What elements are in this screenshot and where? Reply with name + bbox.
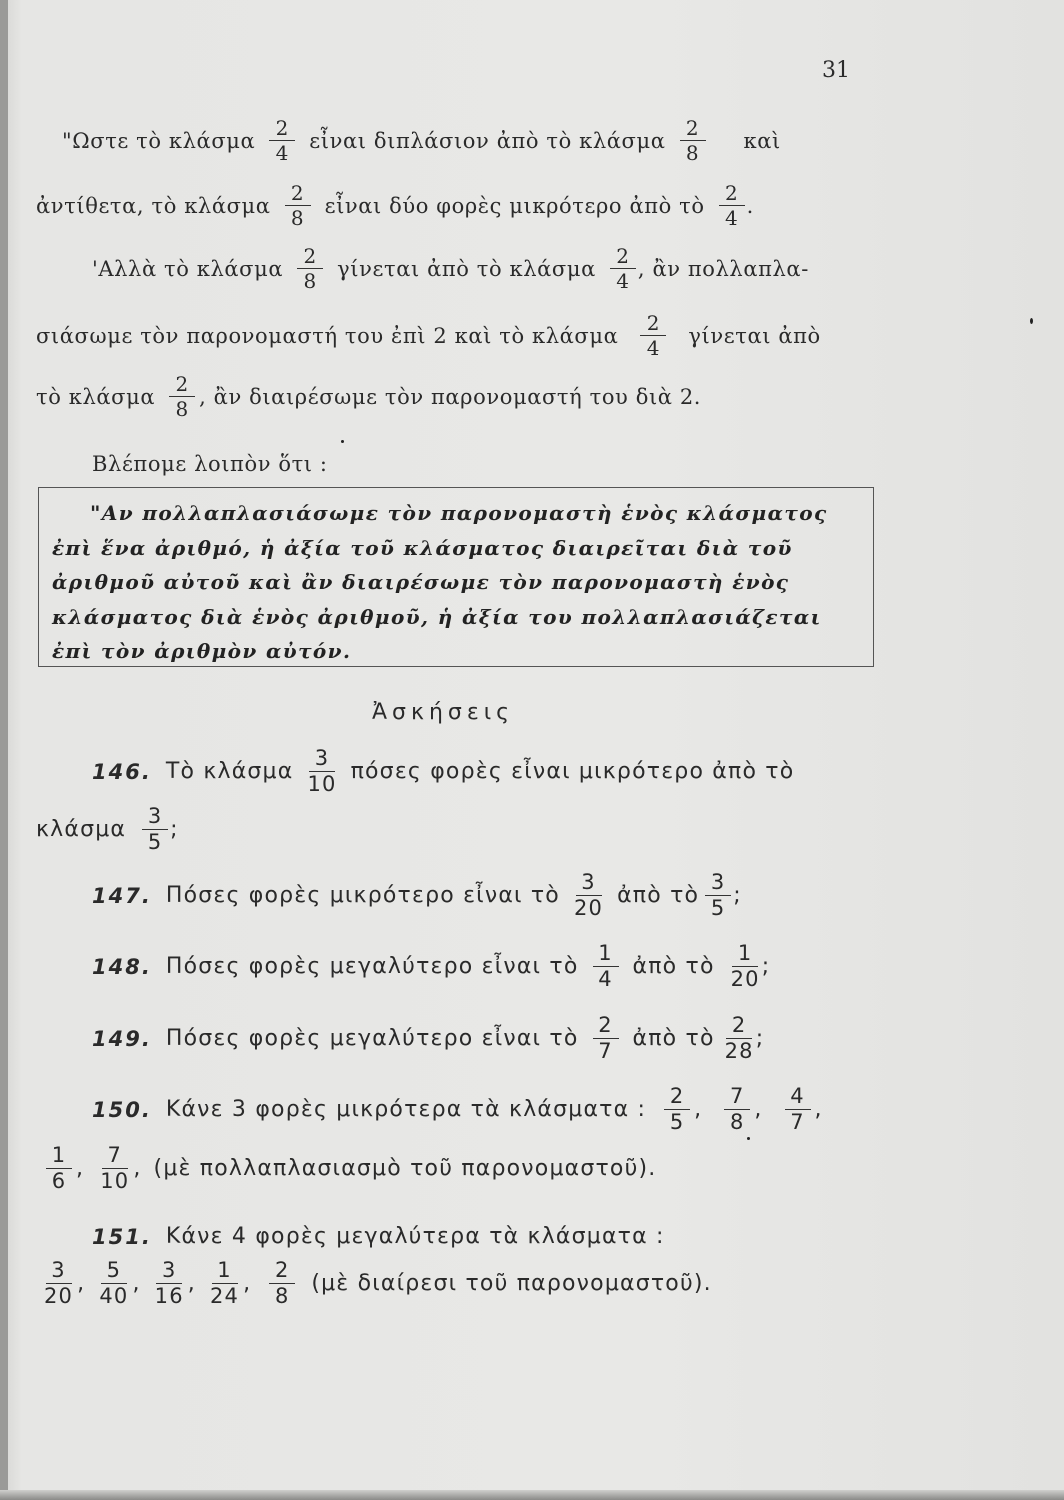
denominator: 5 bbox=[710, 896, 726, 920]
text: τὸ κλάσμα bbox=[36, 384, 156, 409]
exercise-146-line-1 bbox=[92, 748, 794, 795]
text: ἀντίθετα, τὸ κλάσμα bbox=[36, 193, 271, 218]
theory-line-4 bbox=[36, 313, 821, 358]
numerator: 5 bbox=[101, 1260, 127, 1284]
fraction bbox=[705, 872, 731, 919]
denominator: 8 bbox=[175, 397, 189, 421]
exercise-151-line-1 bbox=[92, 1224, 665, 1249]
fraction bbox=[46, 1145, 72, 1192]
theory-line-5 bbox=[36, 374, 701, 419]
denominator: 4 bbox=[275, 141, 289, 165]
rule-line-5: ἐπὶ τὸν ἀριθμὸν αὐτόν. bbox=[52, 639, 352, 663]
denominator: 10 bbox=[307, 772, 337, 796]
text: ; bbox=[733, 883, 742, 908]
separator: , bbox=[76, 1156, 85, 1181]
fraction bbox=[99, 1260, 128, 1307]
fraction bbox=[297, 246, 323, 291]
scan-speck bbox=[341, 440, 344, 443]
fraction bbox=[725, 1015, 754, 1062]
text: Τὸ κλάσμα bbox=[165, 759, 294, 784]
denominator: 4 bbox=[724, 206, 739, 230]
fraction bbox=[593, 943, 619, 990]
exercises-heading: Ἀσκήσεις bbox=[372, 700, 515, 725]
numerator: 2 bbox=[269, 1260, 295, 1284]
page-spine-shadow bbox=[0, 0, 8, 1500]
separator: , bbox=[243, 1271, 252, 1296]
denominator: 4 bbox=[616, 269, 630, 293]
denominator: 4 bbox=[646, 336, 661, 360]
fraction bbox=[285, 183, 311, 228]
fraction bbox=[155, 1260, 184, 1307]
exercise-number: 147. bbox=[92, 883, 152, 908]
text: γίνεται ἀπὸ τὸ κλάσμα bbox=[337, 256, 596, 281]
text: 'Αλλὰ τὸ κλάσμα bbox=[92, 256, 284, 281]
text: Βλέπομε λοιπὸν ὅτι : bbox=[92, 452, 328, 476]
scan-speck bbox=[747, 1137, 750, 1140]
page-bottom-edge bbox=[0, 1490, 1064, 1500]
fraction bbox=[269, 1260, 295, 1307]
numerator: 3 bbox=[309, 748, 335, 772]
exercise-149 bbox=[92, 1015, 764, 1062]
text: Κάνε 4 φορὲς μεγαλύτερα τὰ κλάσματα : bbox=[165, 1224, 665, 1249]
numerator: 7 bbox=[724, 1086, 750, 1110]
numerator: 2 bbox=[169, 374, 195, 397]
numerator: 2 bbox=[269, 118, 295, 141]
denominator: 4 bbox=[598, 967, 613, 991]
separator: , bbox=[814, 1097, 823, 1122]
rule-text bbox=[52, 496, 860, 669]
numerator: 2 bbox=[610, 246, 636, 269]
fraction bbox=[640, 313, 666, 358]
numerator: 1 bbox=[593, 943, 619, 967]
numerator: 3 bbox=[156, 1260, 182, 1284]
exercise-148 bbox=[92, 943, 770, 990]
fraction bbox=[785, 1086, 811, 1133]
rule-line-2: ἐπὶ ἕνα ἀριθμό, ἡ ἀξία τοῦ κλάσματος διαιρεῖται διὰ τοῦ bbox=[52, 535, 793, 560]
numerator: 2 bbox=[285, 183, 311, 206]
denominator: 8 bbox=[303, 269, 317, 293]
text: ; bbox=[170, 817, 179, 842]
fraction bbox=[269, 118, 295, 163]
separator: , bbox=[132, 1271, 141, 1296]
exercise-number: 151. bbox=[92, 1224, 152, 1249]
text: , ἂν πολλαπλα- bbox=[637, 256, 809, 281]
numerator: 2 bbox=[297, 246, 323, 269]
denominator: 20 bbox=[730, 967, 760, 991]
numerator: 4 bbox=[785, 1086, 811, 1110]
exercise-number: 148. bbox=[92, 954, 152, 979]
numerator: 1 bbox=[46, 1145, 72, 1169]
separator: , bbox=[694, 1097, 703, 1122]
text: εἶναι διπλάσιον ἀπὸ τὸ κλάσμα bbox=[309, 128, 666, 153]
numerator: 2 bbox=[664, 1086, 690, 1110]
separator: , bbox=[133, 1156, 142, 1181]
separator: , bbox=[187, 1271, 196, 1296]
denominator: 6 bbox=[51, 1169, 67, 1193]
fraction bbox=[142, 806, 168, 853]
exercise-146-line-2 bbox=[36, 806, 179, 853]
denominator: 8 bbox=[730, 1110, 745, 1134]
text: ἀπὸ τὸ bbox=[632, 1026, 715, 1051]
rule-line-3: ἀριθμοῦ αὐτοῦ καὶ ἂν διαιρέσωμε τὸν παρονομαστὴ ἑνὸς bbox=[52, 570, 790, 594]
page-number: 31 bbox=[822, 58, 850, 83]
fraction bbox=[724, 1086, 750, 1133]
denominator: 7 bbox=[598, 1039, 613, 1063]
numerator: 3 bbox=[576, 872, 602, 896]
numerator: 2 bbox=[680, 118, 706, 141]
numerator: 1 bbox=[212, 1260, 238, 1284]
denominator: 5 bbox=[147, 830, 163, 854]
text: "Ωστε τὸ κλάσμα bbox=[62, 128, 256, 153]
denominator: 24 bbox=[209, 1284, 240, 1308]
fraction bbox=[210, 1260, 239, 1307]
text: (μὲ πολλαπλασιασμὸ τοῦ παρονομαστοῦ). bbox=[153, 1156, 657, 1181]
denominator: 7 bbox=[790, 1110, 805, 1134]
text: ἀπὸ τὸ bbox=[632, 954, 715, 979]
numerator: 2 bbox=[593, 1015, 619, 1039]
fraction bbox=[664, 1086, 690, 1133]
denominator: 5 bbox=[669, 1110, 685, 1134]
fraction bbox=[610, 246, 636, 291]
numerator: 7 bbox=[102, 1145, 128, 1169]
denominator: 8 bbox=[685, 141, 700, 165]
theory-line-1 bbox=[62, 118, 781, 163]
separator: , bbox=[77, 1271, 86, 1296]
exercise-150-line-2 bbox=[36, 1145, 657, 1192]
text: Πόσες φορὲς μεγαλύτερο εἶναι τὸ bbox=[165, 954, 579, 979]
text: , ἂν διαιρέσωμε τὸν παρονομαστή του διὰ 2. bbox=[199, 384, 702, 409]
denominator: 20 bbox=[44, 1284, 74, 1308]
exercise-number: 150. bbox=[92, 1097, 152, 1122]
denominator: 20 bbox=[573, 896, 604, 920]
theory-line-3 bbox=[92, 246, 809, 291]
text: (μὲ διαίρεσι τοῦ παρονομαστοῦ). bbox=[311, 1271, 712, 1296]
denominator: 8 bbox=[290, 206, 305, 230]
text: σιάσωμε τὸν παρονομαστή του ἐπὶ 2 καὶ τὸ κλάσμα bbox=[36, 323, 619, 348]
text: . bbox=[746, 193, 754, 218]
text: ; bbox=[761, 954, 771, 979]
text: κλάσμα bbox=[36, 817, 127, 842]
text: Κάνε 3 φορὲς μικρότερα τὰ κλάσματα : bbox=[165, 1097, 647, 1122]
exercise-147 bbox=[92, 872, 742, 919]
theory-line-6 bbox=[92, 452, 328, 476]
separator: , bbox=[754, 1097, 763, 1122]
scan-speck bbox=[1030, 318, 1033, 324]
fraction bbox=[593, 1015, 619, 1062]
text: γίνεται ἀπὸ bbox=[688, 323, 821, 348]
fraction bbox=[731, 943, 760, 990]
denominator: 8 bbox=[275, 1284, 290, 1308]
theory-line-2 bbox=[36, 183, 754, 228]
exercise-151-line-2 bbox=[36, 1260, 712, 1307]
numerator: 1 bbox=[732, 943, 758, 967]
fraction bbox=[307, 748, 336, 795]
denominator: 16 bbox=[154, 1284, 184, 1308]
text: Πόσες φορὲς μεγαλύτερο εἶναι τὸ bbox=[165, 1026, 579, 1051]
text: πόσες φορὲς εἶναι μικρότερο ἀπὸ τὸ bbox=[350, 759, 795, 784]
fraction bbox=[574, 872, 603, 919]
numerator: 3 bbox=[142, 806, 168, 830]
fraction bbox=[169, 374, 195, 419]
exercise-150-line-1 bbox=[92, 1086, 823, 1133]
fraction bbox=[680, 118, 706, 163]
text: εἶναι δύο φορὲς μικρότερο ἀπὸ τὸ bbox=[324, 193, 705, 218]
rule-line-1: "Αν πολλαπλασιάσωμε τὸν παρονομαστὴ ἑνὸς κλάσματος bbox=[90, 501, 828, 525]
numerator: 2 bbox=[640, 313, 666, 336]
numerator: 2 bbox=[719, 183, 745, 206]
denominator: 40 bbox=[99, 1284, 129, 1308]
numerator: 3 bbox=[46, 1260, 72, 1284]
fraction bbox=[719, 183, 745, 228]
denominator: 28 bbox=[724, 1039, 754, 1063]
numerator: 2 bbox=[726, 1015, 752, 1039]
denominator: 10 bbox=[100, 1169, 130, 1193]
text: ἀπὸ τὸ bbox=[617, 883, 700, 908]
rule-line-4: κλάσματος διὰ ἑνὸς ἀριθμοῦ, ἡ ἀξία του πολλαπλασιάζεται bbox=[52, 604, 822, 629]
text: Πόσες φορὲς μικρότερο εἶναι τὸ bbox=[165, 883, 560, 908]
fraction bbox=[44, 1260, 73, 1307]
fraction bbox=[100, 1145, 129, 1192]
exercise-number: 149. bbox=[92, 1026, 152, 1051]
text: καὶ bbox=[743, 128, 781, 153]
text: ; bbox=[755, 1026, 765, 1051]
numerator: 3 bbox=[705, 872, 731, 896]
exercise-number: 146. bbox=[92, 759, 152, 784]
